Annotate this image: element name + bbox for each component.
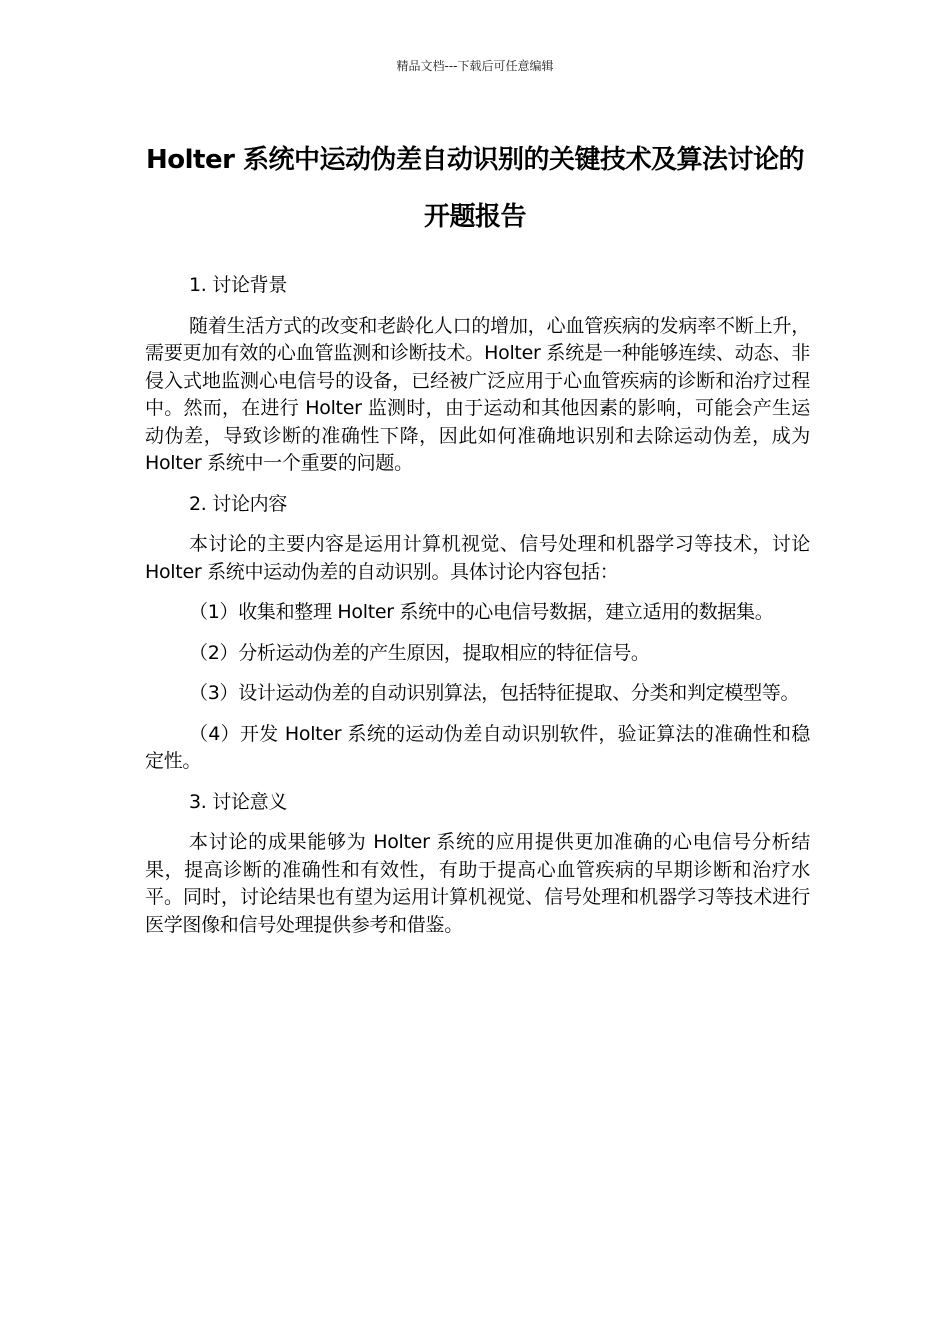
section-heading-significance: 3. 讨论意义 [189, 790, 288, 813]
background-paragraph: 随着生活方式的改变和老龄化人口的增加，心血管疾病的发病率不断上升，需要更加有效的心血管监测和诊断技术。Holter 系统是一种能够连续、动态、非侵入式地监测心电信号的设备，已经被广泛应用于心血管疾病的诊断和治疗过程中。然而，在进行 Holter 监测时，由于运动和其他因素的影响，可能会产生运动伪差，导致诊断的准确性下降，因此如何准确地识别和去除运动伪差，成为 Holter 系统中一个重要的问题。 [145, 314, 810, 474]
document-body [145, 272, 810, 952]
section-heading-content: 2. 讨论内容 [189, 492, 288, 515]
content-paragraph: 本讨论的主要内容是运用计算机视觉、信号处理和机器学习等技术，讨论 Holter 系统中运动伪差的自动识别。具体讨论内容包括： [145, 533, 810, 583]
content-item-1: （1）收集和整理 Holter 系统中的心电信号数据，建立适用的数据集。 [189, 601, 774, 623]
document-title: Holter 系统中运动伪差自动识别的关键技术及算法讨论的开题报告 [146, 145, 804, 232]
significance-paragraph: 本讨论的成果能够为 Holter 系统的应用提供更加准确的心电信号分析结果，提高诊断的准确性和有效性，有助于提高心血管疾病的早期诊断和治疗水平。同时，讨论结果也有望为运用计算机视觉、信号处理和机器学习等技术进行医学图像和信号处理提供参考和借鉴。 [145, 831, 810, 936]
content-item-2: （2）分析运动伪差的产生原因，提取相应的特征信号。 [189, 641, 650, 664]
header-note: 精品文档---下载后可任意编辑 [396, 59, 554, 73]
section-heading-background: 1. 讨论背景 [189, 274, 288, 296]
content-item-3: （3）设计运动伪差的自动识别算法，包括特征提取、分类和判定模型等。 [189, 682, 800, 704]
content-item-4: （4）开发 Holter 系统的运动伪差自动识别软件，验证算法的准确性和稳定性。 [145, 722, 810, 772]
